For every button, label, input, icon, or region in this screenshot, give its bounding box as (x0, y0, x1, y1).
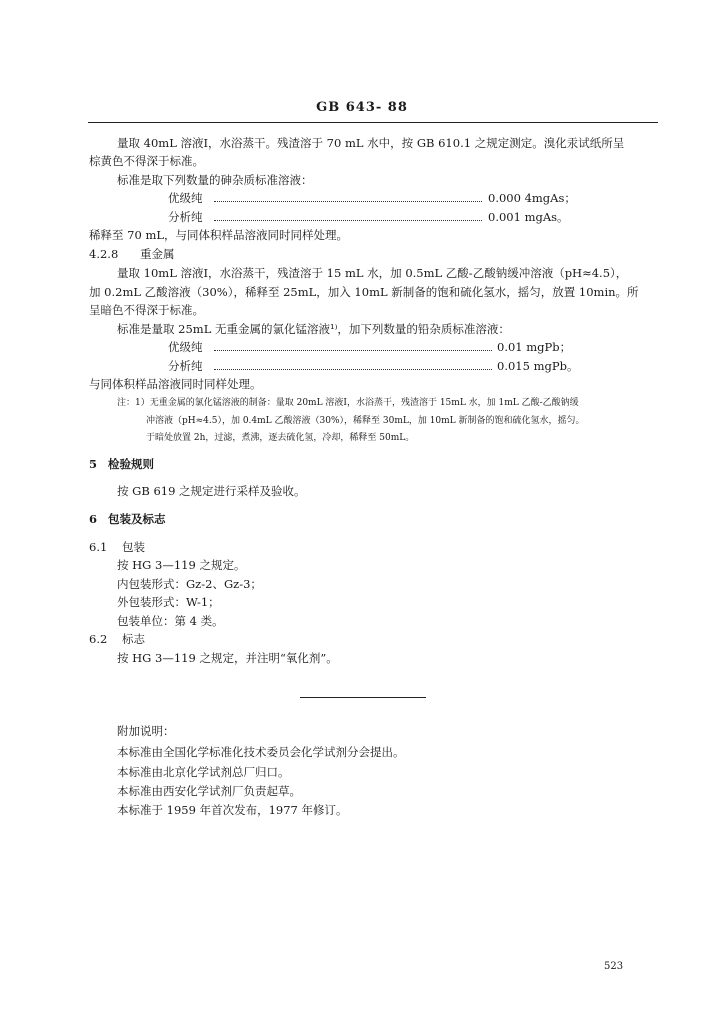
arsenic-item-2-label: 分析纯 (168, 210, 203, 224)
footnote-line-1: 注：1）无重金属的氯化锰溶液的制备：量取 20mL 溶液Ⅰ，水浴蒸干，残渣溶于 15mL 水，加 1mL 乙酸-乙酸钠缓 (117, 398, 579, 408)
appendix-line-4: 本标准于 1959 年首次发布，1977 年修订。 (117, 803, 348, 817)
section-6-1-line-2: 内包装形式：Gz-2、Gz-3； (117, 577, 262, 591)
lead-item-1-label: 优级纯 (168, 340, 203, 354)
arsenic-item-1-value: 0.000 4mgAs； (488, 191, 576, 205)
sec-4-2-8-line-2: 加 0.2mL 乙酸溶液（30%），稀释至 25mL，加入 10mL 新制备的饱和硫化氢水，摇匀，放置 10min。所 (89, 285, 639, 299)
leader-dots (214, 220, 482, 221)
sec-4-2-8-line-3: 呈暗色不得深于标准。 (89, 303, 204, 317)
section-5-number: 5 (89, 457, 98, 471)
sec-4-2-8-line-4: 标准是量取 25mL 无重金属的氯化锰溶液¹⁾，加下列数量的铅杂质标准溶液： (117, 322, 510, 336)
leader-dots (214, 369, 492, 370)
section-6-1-line-4: 包装单位：第 4 类。 (117, 614, 224, 628)
page-number: 523 (604, 961, 624, 972)
section-6-1-line-3: 外包装形式：W-1； (117, 595, 220, 609)
lead-item-1-value: 0.01 mgPb； (497, 340, 572, 354)
para-a-line-2: 棕黄色不得深于标准。 (89, 154, 204, 168)
para-a-line-3: 标准是取下列数量的砷杂质标准溶液： (117, 173, 313, 187)
section-6-1-title: 包装 (122, 540, 145, 554)
appendix-title: 附加说明： (117, 724, 175, 738)
section-4-2-8-number: 4.2.8 (89, 247, 119, 261)
para-a-line-6: 稀释至 70 mL，与同体积样品溶液同时同样处理。 (89, 228, 348, 242)
section-6-1-number: 6.1 (89, 540, 108, 554)
section-5-line-1: 按 GB 619 之规定进行采样及验收。 (117, 484, 306, 498)
appendix-line-2: 本标准由北京化学试剂总厂归口。 (117, 765, 290, 779)
section-4-2-8-title: 重金属 (140, 247, 175, 261)
section-6-1-line-1: 按 HG 3—119 之规定。 (117, 558, 246, 572)
section-5-title: 检验规则 (108, 457, 154, 471)
end-rule (300, 697, 426, 698)
sec-4-2-8-line-7: 与同体积样品溶液同时同样处理。 (89, 377, 262, 391)
lead-item-2-label: 分析纯 (168, 359, 203, 373)
section-6-2-title: 标志 (122, 632, 145, 646)
leader-dots (214, 350, 492, 351)
page-header: GB 643- 88 (316, 100, 408, 115)
section-6-number: 6 (89, 512, 98, 526)
lead-item-2-value: 0.015 mgPb。 (497, 359, 579, 373)
appendix-line-1: 本标准由全国化学标准化技术委员会化学试剂分会提出。 (117, 745, 405, 759)
leader-dots (214, 201, 482, 202)
footnote-line-3: 于暗处放置 2h，过滤，煮沸，逐去硫化氢，冷却，稀释至 50mL。 (146, 433, 415, 443)
arsenic-item-2-value: 0.001 mgAs。 (488, 210, 569, 224)
section-6-title: 包装及标志 (108, 512, 166, 526)
section-6-2-number: 6.2 (89, 632, 108, 646)
arsenic-item-1-label: 优级纯 (168, 191, 203, 205)
sec-4-2-8-line-1: 量取 10mL 溶液Ⅰ，水浴蒸干，残渣溶于 15 mL 水，加 0.5mL 乙酸-乙酸钠缓冲溶液（pH≈4.5）， (117, 266, 628, 280)
footnote-line-2: 冲溶液（pH≈4.5），加 0.4mL 乙酸溶液（30%），稀释至 30mL，加 10mL 新制备的饱和硫化氢水，摇匀。 (146, 416, 585, 426)
header-rule (88, 122, 658, 123)
para-a-line-1: 量取 40mL 溶液Ⅰ，水浴蒸干。残渣溶于 70 mL 水中，按 GB 610.1 之规定测定。溴化汞试纸所呈 (117, 136, 625, 150)
section-6-2-line-1: 按 HG 3—119 之规定，并注明“氧化剂”。 (117, 651, 338, 665)
appendix-line-3: 本标准由西安化学试剂厂负责起草。 (117, 784, 301, 798)
